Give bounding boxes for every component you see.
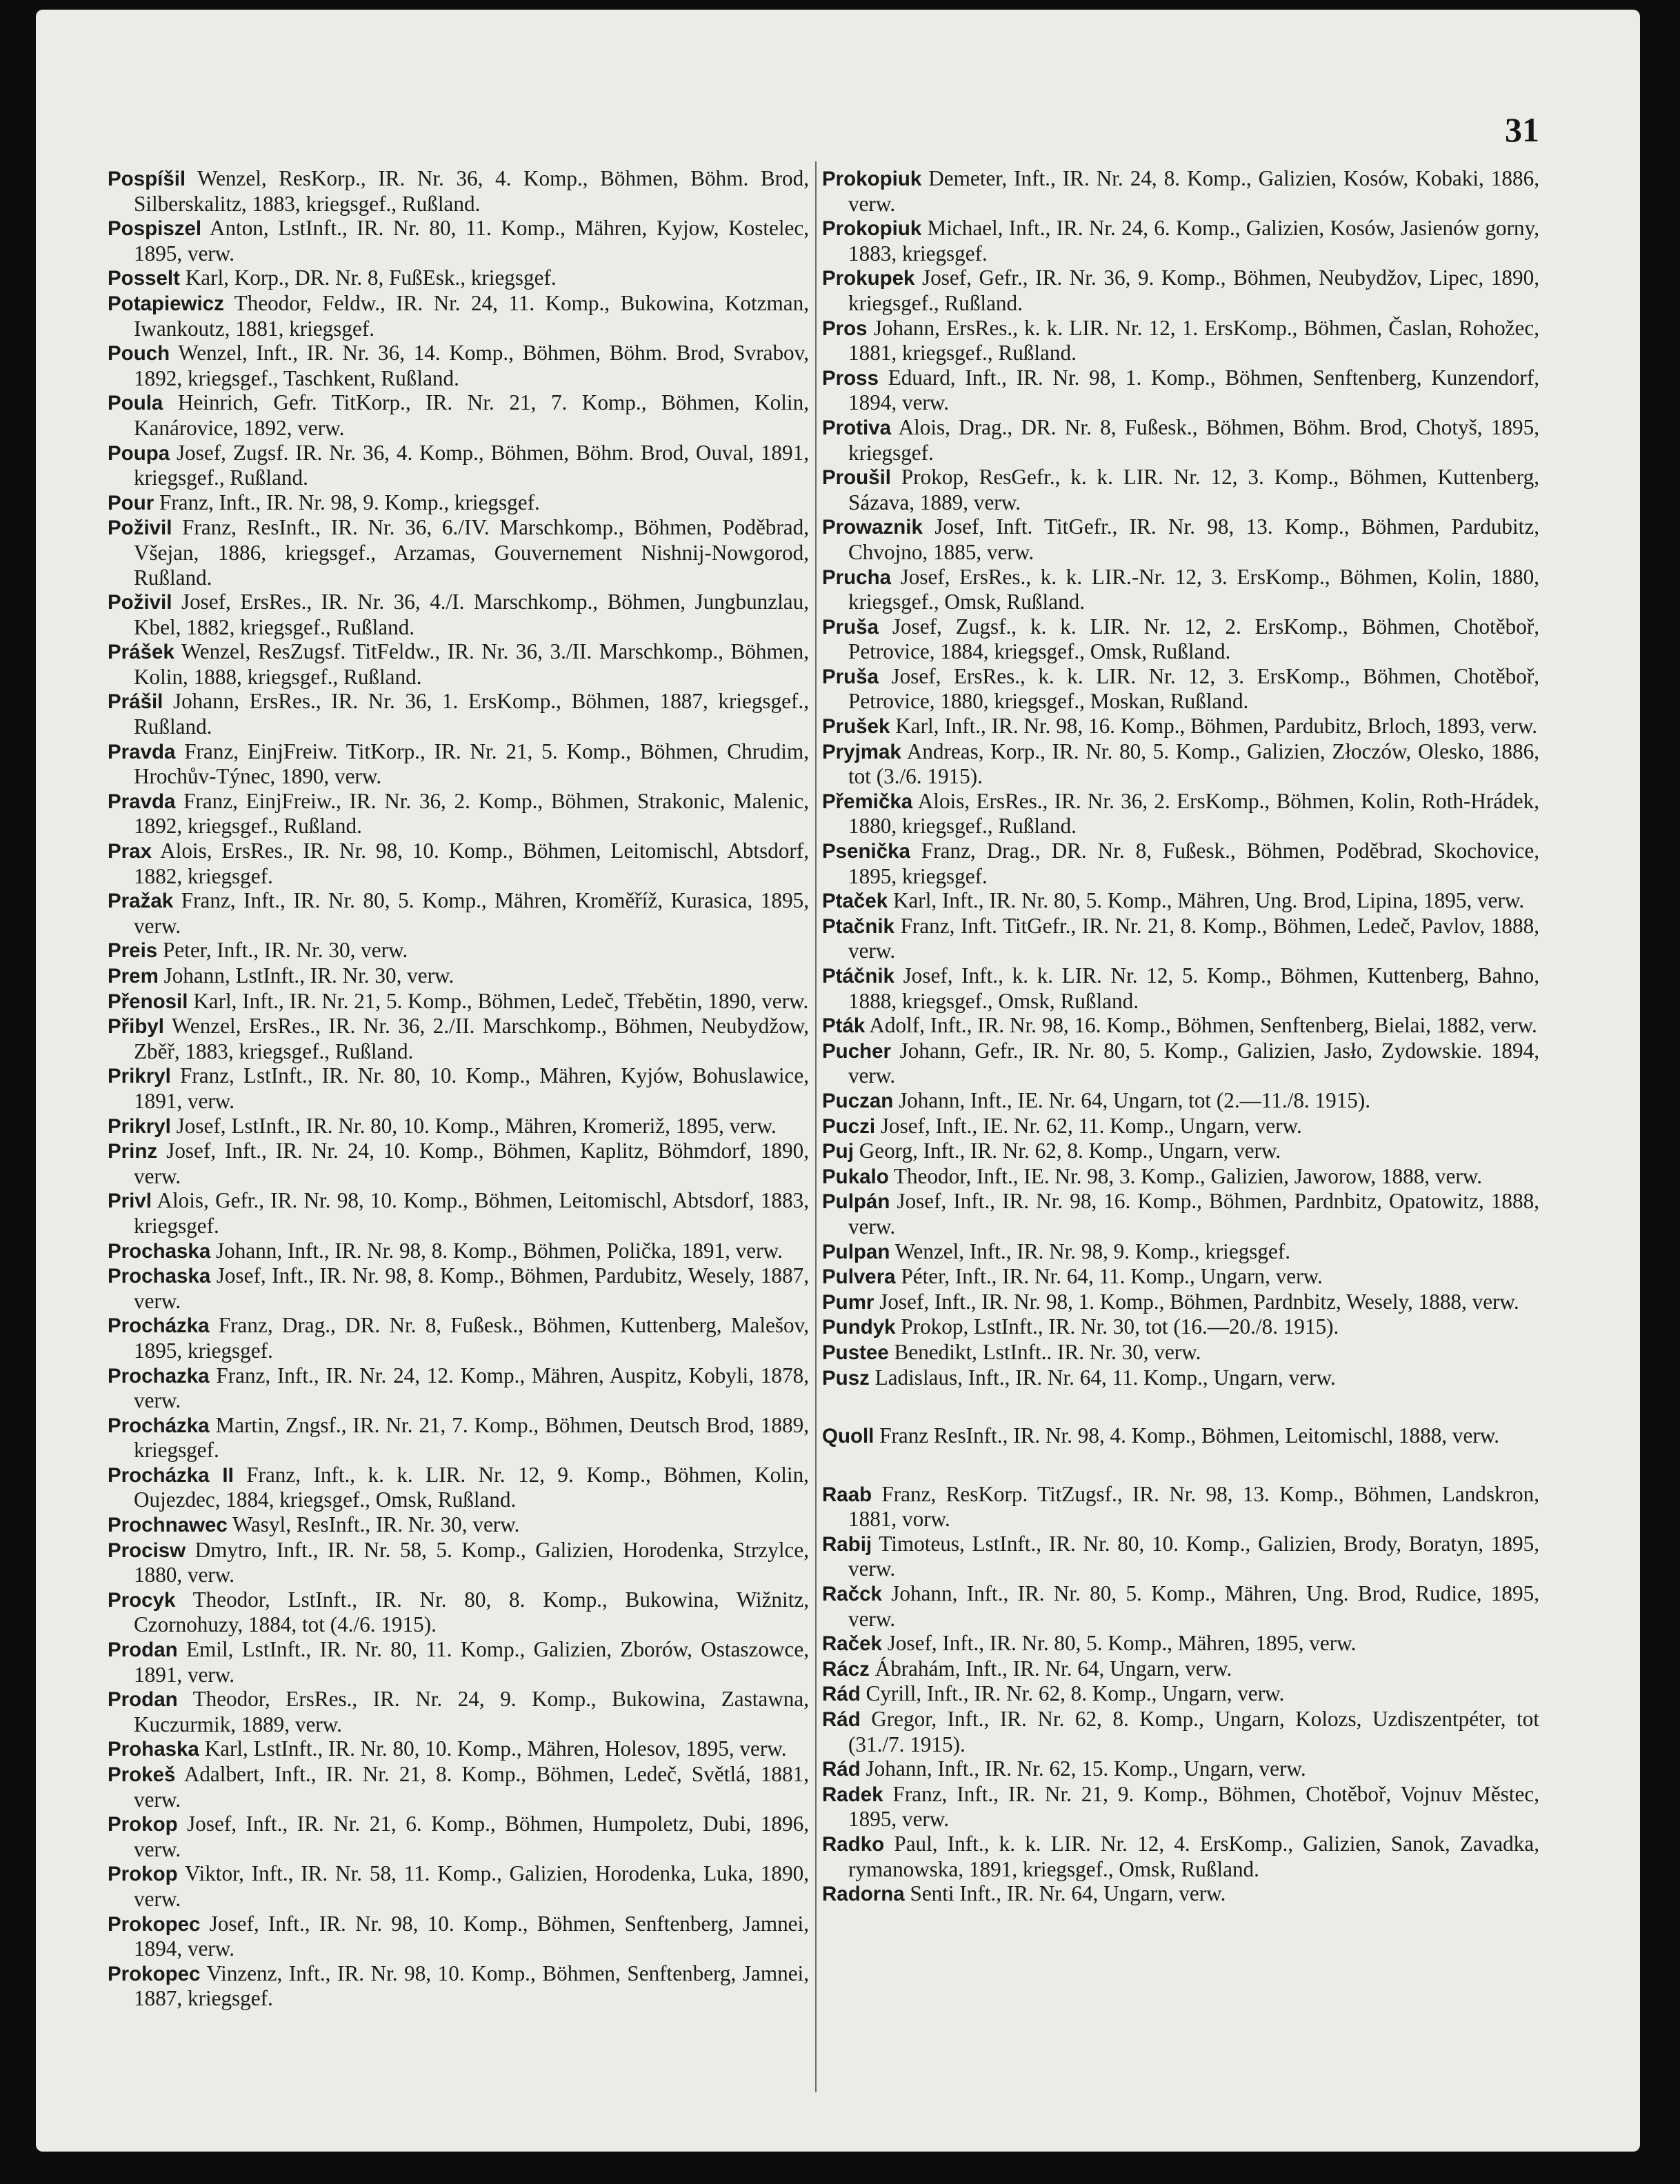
- entry-details: Karl, Inft., IR. Nr. 98, 16. Komp., Böhmen, Pardubitz, Brloch, 1893, verw.: [890, 714, 1538, 739]
- register-entry: [108, 689, 809, 739]
- register-entry: [108, 1063, 809, 1113]
- register-entry: [108, 1512, 809, 1538]
- entry-details: Josef, Zugsf., k. k. LIR. Nr. 12, 2. ErsKomp., Böhmen, Chotěboř, Petrovice, 1884, kriegsgef., Omsk, Rußland.: [848, 614, 1539, 664]
- entry-details: Benedikt, LstInft.. IR. Nr. 30, verw.: [888, 1339, 1201, 1364]
- entry-details: Senti Inft., IR. Nr. 64, Ungarn, verw.: [904, 1881, 1226, 1906]
- left-column: [108, 166, 809, 2011]
- section-gap: [822, 1449, 1539, 1482]
- entry-details: Vinzenz, Inft., IR. Nr. 98, 10. Komp., Böhmen, Senftenberg, Jamnei, 1887, kriegsgef.: [134, 1961, 809, 2011]
- entry-surname: Procházka: [108, 1314, 210, 1338]
- entry-details: Franz, Inft. TitGefr., IR. Nr. 21, 8. Komp., Böhmen, Ledeč, Pavlov, 1888, verw.: [848, 913, 1539, 963]
- register-entry: [108, 216, 809, 266]
- entry-surname: Potapiewicz: [108, 292, 224, 315]
- entry-details: Ábrahám, Inft., IR. Nr. 64, Ungarn, verw.: [869, 1656, 1232, 1681]
- register-entry: [822, 216, 1539, 266]
- entry-surname: Radek: [822, 1783, 883, 1806]
- entry-surname: Radorna: [822, 1883, 905, 1906]
- entry-details: Paul, Inft., k. k. LIR. Nr. 12, 4. ErsKomp., Galizien, Sanok, Zavadka, rymanowska, 1891, kriegsgef., Omsk, Rußland.: [848, 1832, 1539, 1881]
- register-entry: [108, 839, 809, 888]
- entry-surname: Prikryl: [108, 1065, 171, 1088]
- entry-details: Peter, Inft., IR. Nr. 30, verw.: [157, 938, 408, 963]
- entry-details: Dmytro, Inft., IR. Nr. 58, 5. Komp., Galizien, Horodenka, Strzylce, 1880, verw.: [134, 1537, 809, 1587]
- register-entry: [822, 415, 1539, 465]
- entry-surname: Prucha: [822, 565, 892, 589]
- entry-details: Franz, LstInft., IR. Nr. 80, 10. Komp., Mähren, Kyjów, Bohuslawice, 1891, verw.: [134, 1063, 809, 1113]
- entry-surname: Posselt: [108, 267, 180, 290]
- register-entry: [822, 888, 1539, 914]
- register-entry: [108, 989, 809, 1014]
- register-entry: [108, 441, 809, 490]
- register-entry: [822, 365, 1539, 415]
- entry-surname: Rád: [822, 1683, 861, 1706]
- entry-details: Alois, Drag., DR. Nr. 8, Fußesk., Böhmen, Böhm. Brod, Chotyš, 1895, kriegsgef.: [848, 414, 1539, 465]
- entry-details: Josef, Inft., IR. Nr. 80, 5. Komp., Mähren, 1895, verw.: [881, 1631, 1357, 1656]
- entry-surname: Ptaček: [822, 890, 888, 913]
- section-gap: [822, 1390, 1539, 1423]
- register-entry: [822, 1239, 1539, 1265]
- entry-details: Demeter, Inft., IR. Nr. 24, 8. Komp., Galizien, Kosów, Kobaki, 1886, verw.: [848, 166, 1539, 216]
- register-entry: [108, 639, 809, 689]
- entry-details: Theodor, Inft., IE. Nr. 98, 3. Komp., Galizien, Jaworow, 1888, verw.: [888, 1163, 1483, 1188]
- entry-details: Josef, Inft. TitGefr., IR. Nr. 98, 13. Komp., Böhmen, Pardubitz, Chvojno, 1885, verw.: [848, 514, 1539, 564]
- entry-details: Alois, ErsRes., IR. Nr. 36, 2. ErsKomp., Böhmen, Kolin, Roth-Hrádek, 1880, kriegsgef., Rußland.: [848, 788, 1539, 839]
- entry-list-r: [822, 1482, 1539, 1907]
- register-entry: [108, 963, 809, 989]
- register-entry: [822, 266, 1539, 315]
- entry-details: Franz, ResKorp. TitZugsf., IR. Nr. 98, 13. Komp., Böhmen, Landskron, 1881, vorw.: [848, 1481, 1539, 1532]
- entry-details: Viktor, Inft., IR. Nr. 58, 11. Komp., Galizien, Horodenka, Luka, 1890, verw.: [134, 1861, 809, 1911]
- register-entry: [822, 714, 1539, 739]
- entry-details: Karl, Inft., IR. Nr. 21, 5. Komp., Böhmen, Ledeč, Třebětin, 1890, verw.: [188, 988, 809, 1013]
- register-entry: [822, 1756, 1539, 1782]
- entry-surname: Preis: [108, 939, 158, 963]
- entry-surname: Pros: [822, 317, 868, 340]
- entry-surname: Prochnawec: [108, 1514, 228, 1537]
- entry-surname: Prochazka: [108, 1364, 210, 1387]
- register-entry: [822, 1482, 1539, 1532]
- entry-details: Josef, ErsRes., IR. Nr. 36, 4./I. Marschkomp., Böhmen, Jungbunzlau, Kbel, 1882, kriegsgef., Rußland.: [134, 590, 809, 639]
- entry-surname: Prášil: [108, 690, 163, 714]
- entry-details: Josef, Inft., IR. Nr. 21, 6. Komp., Böhmen, Humpoletz, Dubi, 1896, verw.: [134, 1812, 809, 1861]
- register-entry: [822, 1681, 1539, 1707]
- entry-details: Timoteus, LstInft., IR. Nr. 80, 10. Komp., Galizien, Brody, Boratyn, 1895, verw.: [848, 1531, 1539, 1581]
- register-entry: [822, 1832, 1539, 1881]
- entry-list-p: [822, 166, 1539, 1390]
- entry-surname: Prokeš: [108, 1763, 176, 1786]
- register-entry: [822, 1114, 1539, 1139]
- entry-details: Karl, LstInft., IR. Nr. 80, 10. Komp., Mähren, Holesov, 1895, verw.: [199, 1736, 787, 1761]
- entry-details: Ladislaus, Inft., IR. Nr. 64, 11. Komp., Ungarn, verw.: [869, 1365, 1336, 1390]
- register-entry: [108, 1263, 809, 1313]
- entry-details: Theodor, LstInft., IR. Nr. 80, 8. Komp., Bukowina, Wižnitz, Czornohuzy, 1884, tot (4./6. 1915).: [134, 1587, 809, 1637]
- entry-surname: Prokopiuk: [822, 168, 922, 190]
- entry-surname: Poula: [108, 392, 163, 415]
- entry-list-q: [822, 1423, 1539, 1449]
- entry-surname: Pukalo: [822, 1165, 889, 1188]
- entry-surname: Puczan: [822, 1089, 894, 1112]
- entry-surname: Puczi: [822, 1114, 876, 1138]
- entry-details: Franz, Inft., IR. Nr. 21, 9. Komp., Böhmen, Chotěboř, Vojnuv Městec, 1895, verw.: [848, 1781, 1539, 1832]
- entry-details: Prokop, LstInft., IR. Nr. 30, tot (16.—20./8. 1915).: [895, 1314, 1339, 1339]
- register-entry: [822, 1365, 1539, 1391]
- entry-details: Franz ResInft., IR. Nr. 98, 4. Komp., Böhmen, Leitomischl, 1888, verw.: [874, 1423, 1500, 1448]
- entry-details: Johann, LstInft., IR. Nr. 30, verw.: [158, 963, 454, 988]
- entry-surname: Pundyk: [822, 1316, 896, 1339]
- entry-surname: Prášek: [108, 641, 174, 664]
- entry-surname: Ptačnik: [822, 914, 894, 938]
- entry-surname: Procisw: [108, 1539, 186, 1562]
- entry-surname: Pustee: [822, 1341, 889, 1364]
- register-entry: [822, 1423, 1539, 1449]
- entry-details: Wenzel, Inft., IR. Nr. 98, 9. Komp., kriegsgef.: [890, 1239, 1291, 1263]
- entry-surname: Račck: [822, 1583, 882, 1606]
- entry-surname: Poživil: [108, 591, 172, 614]
- entry-surname: Pospíšil: [108, 168, 186, 190]
- entry-surname: Přenosil: [108, 990, 188, 1013]
- register-entry: [822, 1039, 1539, 1088]
- entry-surname: Prohaska: [108, 1738, 199, 1761]
- entry-details: Adalbert, Inft., IR. Nr. 21, 8. Komp., Böhmen, Ledeč, Světlá, 1881, verw.: [134, 1762, 809, 1812]
- register-entry: [822, 565, 1539, 614]
- entry-surname: Procházka II: [108, 1463, 234, 1487]
- entry-details: Franz, ResInft., IR. Nr. 36, 6./IV. Marschkomp., Böhmen, Poděbrad, Všejan, 1886, kriegsgef., Arzamas, Gouvernement Nishnij-Nowgorod, Rußland.: [134, 515, 809, 590]
- entry-details: Josef, Inft., IR. Nr. 24, 10. Komp., Böhmen, Kaplitz, Böhmdorf, 1890, verw.: [134, 1139, 809, 1188]
- entry-surname: Prokop: [108, 1813, 178, 1836]
- entry-surname: Poupa: [108, 441, 170, 465]
- register-entry: [822, 1164, 1539, 1190]
- register-entry: [822, 465, 1539, 514]
- register-entry: [108, 1114, 809, 1139]
- entry-details: Wasyl, ResInft., IR. Nr. 30, verw.: [227, 1512, 520, 1537]
- entry-surname: Pták: [822, 1014, 866, 1038]
- entry-details: Theodor, ErsRes., IR. Nr. 24, 9. Komp., Bukowina, Zastawna, Kuczurmik, 1889, verw.: [134, 1687, 809, 1736]
- register-entry: [822, 1013, 1539, 1039]
- register-entry: [108, 1139, 809, 1188]
- entry-surname: Prodan: [108, 1639, 178, 1662]
- entry-surname: Prikryl: [108, 1114, 171, 1138]
- entry-details: Franz, EinjFreiw., IR. Nr. 36, 2. Komp., Böhmen, Strakonic, Malenic, 1892, kriegsgef., Rußland.: [134, 788, 809, 839]
- entry-details: Franz, EinjFreiw. TitKorp., IR. Nr. 21, 5. Komp., Böhmen, Chrudim, Hrochův-Týnec, 1890, verw.: [134, 739, 809, 789]
- register-entry: [822, 1631, 1539, 1656]
- entry-surname: Přemička: [822, 790, 913, 813]
- entry-details: Wenzel, ResKorp., IR. Nr. 36, 4. Komp., Böhmen, Böhm. Brod, Silberskalitz, 1883, kriegsgef., Rußland.: [134, 166, 809, 216]
- entry-details: Martin, Zngsf., IR. Nr. 21, 7. Komp., Böhmen, Deutsch Brod, 1889, kriegsgef.: [134, 1412, 809, 1463]
- register-entry: [108, 1762, 809, 1812]
- entry-details: Karl, Inft., IR. Nr. 80, 5. Komp., Mähren, Ung. Brod, Lipina, 1895, verw.: [888, 888, 1525, 913]
- entry-details: Anton, LstInft., IR. Nr. 80, 11. Komp., Mähren, Kyjow, Kostelec, 1895, verw.: [134, 216, 809, 266]
- entry-details: Josef, Inft., IR. Nr. 98, 16. Komp., Böhmen, Pardnbitz, Opatowitz, 1888, verw.: [848, 1189, 1539, 1239]
- entry-details: Franz, Inft., IR. Nr. 80, 5. Komp., Mähren, Kroměříž, Kurasica, 1895, verw.: [134, 888, 809, 938]
- entry-surname: Pulpan: [822, 1240, 890, 1263]
- register-entry: [822, 1290, 1539, 1315]
- entry-surname: Prokop: [108, 1863, 178, 1886]
- entry-details: Péter, Inft., IR. Nr. 64, 11. Komp., Ungarn, verw.: [895, 1264, 1323, 1289]
- register-entry: [108, 390, 809, 440]
- register-entry: [108, 1687, 809, 1736]
- register-entry: [822, 1189, 1539, 1239]
- entry-surname: Pouch: [108, 342, 170, 365]
- entry-surname: Přibyl: [108, 1015, 164, 1039]
- entry-details: Josef, ErsRes., k. k. LIR.-Nr. 12, 3. ErsKomp., Böhmen, Kolin, 1880, kriegsgef., Omsk, Rußland.: [848, 564, 1539, 614]
- entry-details: Prokop, ResGefr., k. k. LIR. Nr. 12, 3. Komp., Böhmen, Kuttenberg, Sázava, 1889, verw.: [848, 465, 1539, 514]
- register-entry: [108, 515, 809, 590]
- register-entry: [108, 341, 809, 390]
- register-entry: [108, 739, 809, 789]
- register-entry: [822, 839, 1539, 888]
- entry-surname: Pravda: [108, 790, 176, 813]
- entry-surname: Prowaznik: [822, 516, 923, 539]
- entry-surname: Ptáčnik: [822, 965, 894, 988]
- entry-surname: Puj: [822, 1140, 854, 1163]
- entry-list-left: [108, 166, 809, 2011]
- register-entry: [822, 1532, 1539, 1581]
- page: [36, 10, 1640, 2152]
- entry-details: Alois, Gefr., IR. Nr. 98, 10. Komp., Böhmen, Leitomischl, Abtsdorf, 1883, kriegsgef.: [134, 1188, 809, 1238]
- register-entry: [822, 914, 1539, 963]
- register-entry: [822, 1340, 1539, 1365]
- entry-surname: Proušil: [822, 466, 891, 490]
- entry-details: Georg, Inft., IR. Nr. 62, 8. Komp., Ungarn, verw.: [853, 1139, 1281, 1163]
- entry-details: Johann, Gefr., IR. Nr. 80, 5. Komp., Galizien, Jasło, Zydowskie. 1894, verw.: [848, 1038, 1539, 1088]
- entry-details: Johann, ErsRes., IR. Nr. 36, 1. ErsKomp., Böhmen, 1887, kriegsgef., Rußland.: [134, 689, 809, 739]
- entry-surname: Prochaska: [108, 1265, 211, 1288]
- register-entry: [108, 938, 809, 963]
- entry-surname: Pusz: [822, 1366, 870, 1390]
- register-entry: [822, 1881, 1539, 1907]
- entry-details: Franz, Drag., DR. Nr. 8, Fußesk., Böhmen, Poděbrad, Skochovice, 1895, kriegsgef.: [848, 839, 1539, 888]
- entry-details: Gregor, Inft., IR. Nr. 62, 8. Komp., Ungarn, Kolozs, Uzdiszentpéter, tot (31./7. 1915).: [848, 1707, 1539, 1756]
- entry-surname: Pražak: [108, 890, 174, 913]
- entry-surname: Rácz: [822, 1657, 870, 1681]
- entry-details: Karl, Korp., DR. Nr. 8, FußEsk., kriegsgef.: [179, 266, 557, 290]
- register-entry: [108, 1413, 809, 1463]
- entry-surname: Protiva: [822, 416, 892, 439]
- entry-surname: Prokopec: [108, 1962, 201, 1985]
- right-column: [822, 166, 1539, 1907]
- register-entry: [108, 1313, 809, 1363]
- page-number: 31: [1505, 110, 1539, 149]
- entry-details: Josef, Gefr., IR. Nr. 36, 9. Komp., Böhmen, Neubydžov, Lipec, 1890, kriegsgef., Rußland.: [848, 266, 1539, 315]
- register-entry: [108, 1736, 809, 1762]
- entry-details: Heinrich, Gefr. TitKorp., IR. Nr. 21, 7. Komp., Böhmen, Kolin, Kanárovice, 1892, verw.: [134, 390, 809, 440]
- entry-details: Josef, Inft., IE. Nr. 62, 11. Komp., Ungarn, verw.: [875, 1113, 1302, 1138]
- entry-surname: Prinz: [108, 1140, 158, 1163]
- register-entry: [108, 490, 809, 516]
- register-entry: [108, 1912, 809, 1961]
- entry-details: Josef, Zugsf. IR. Nr. 36, 4. Komp., Böhmen, Böhm. Brod, Ouval, 1891, kriegsgef., Rußland.: [134, 440, 809, 490]
- register-entry: [108, 789, 809, 839]
- entry-details: Wenzel, Inft., IR. Nr. 36, 14. Komp., Böhmen, Böhm. Brod, Svrabov, 1892, kriegsgef., Taschkent, Rußland.: [134, 341, 809, 390]
- register-entry: [108, 1188, 809, 1238]
- register-entry: [108, 266, 809, 291]
- entry-surname: Poživil: [108, 517, 172, 540]
- register-entry: [108, 1961, 809, 2011]
- entry-surname: Pospiszel: [108, 217, 202, 241]
- entry-surname: Pumr: [822, 1290, 874, 1314]
- register-entry: [822, 166, 1539, 216]
- entry-surname: Prodan: [108, 1688, 178, 1712]
- entry-surname: Prochaska: [108, 1239, 211, 1263]
- entry-details: Wenzel, ErsRes., IR. Nr. 36, 2./II. Marschkomp., Böhmen, Neubydžow, Zběř, 1883, kriegsgef., Rußland.: [134, 1014, 809, 1063]
- entry-details: Adolf, Inft., IR. Nr. 98, 16. Komp., Böhmen, Senftenberg, Bielai, 1882, verw.: [865, 1013, 1537, 1038]
- entry-details: Franz, Inft., IR. Nr. 98, 9. Komp., kriegsgef.: [154, 490, 540, 514]
- entry-details: Josef, Inft., IR. Nr. 98, 10. Komp., Böhmen, Senftenberg, Jamnei, 1894, verw.: [134, 1911, 809, 1961]
- register-entry: [822, 514, 1539, 564]
- register-entry: [822, 789, 1539, 839]
- entry-details: Josef, Inft., IR. Nr. 98, 8. Komp., Böhmen, Pardubitz, Wesely, 1887, verw.: [134, 1263, 809, 1313]
- entry-details: Franz, Drag., DR. Nr. 8, Fußesk., Böhmen, Kuttenberg, Malešov, 1895, kriegsgef.: [134, 1313, 809, 1363]
- register-entry: [822, 1139, 1539, 1164]
- entry-surname: Pruša: [822, 615, 879, 639]
- entry-details: Emil, LstInft., IR. Nr. 80, 11. Komp., Galizien, Zborów, Ostaszowce, 1891, verw.: [134, 1637, 809, 1687]
- entry-surname: Pulvera: [822, 1265, 896, 1289]
- entry-details: Johann, Inft., IR. Nr. 80, 5. Komp., Mähren, Ung. Brod, Rudice, 1895, verw.: [848, 1581, 1539, 1631]
- entry-details: Johann, Inft., IE. Nr. 64, Ungarn, tot (2.—11./8. 1915).: [893, 1088, 1371, 1112]
- entry-surname: Radko: [822, 1833, 885, 1856]
- register-entry: [108, 166, 809, 216]
- register-entry: [108, 590, 809, 639]
- register-entry: [108, 1014, 809, 1063]
- entry-surname: Psenička: [822, 840, 910, 863]
- entry-surname: Raab: [822, 1483, 872, 1506]
- entry-details: Franz, Inft., IR. Nr. 24, 12. Komp., Mähren, Auspitz, Kobyli, 1878, verw.: [134, 1363, 809, 1413]
- entry-details: Alois, ErsRes., IR. Nr. 98, 10. Komp., Böhmen, Leitomischl, Abtsdorf, 1882, kriegsgef.: [134, 839, 809, 888]
- register-entry: [822, 316, 1539, 365]
- register-entry: [108, 1861, 809, 1911]
- entry-surname: Pulpán: [822, 1190, 890, 1214]
- entry-details: Cyrill, Inft., IR. Nr. 62, 8. Komp., Ungarn, verw.: [860, 1681, 1285, 1706]
- entry-surname: Raček: [822, 1632, 882, 1656]
- entry-surname: Procházka: [108, 1414, 210, 1437]
- entry-surname: Quoll: [822, 1425, 874, 1448]
- entry-details: Theodor, Feldw., IR. Nr. 24, 11. Komp., Bukowina, Kotzman, Iwankoutz, 1881, kriegsgef.: [134, 290, 809, 341]
- register-entry: [822, 1782, 1539, 1832]
- entry-details: Johann, ErsRes., k. k. LIR. Nr. 12, 1. ErsKomp., Böhmen, Časlan, Rohožec, 1881, kriegsgef., Rußland.: [848, 315, 1539, 365]
- register-entry: [108, 1239, 809, 1264]
- entry-details: Josef, Inft., IR. Nr. 98, 1. Komp., Böhmen, Pardnbitz, Wesely, 1888, verw.: [874, 1289, 1519, 1314]
- entry-surname: Rád: [822, 1758, 861, 1781]
- register-entry: [108, 1637, 809, 1687]
- register-entry: [822, 614, 1539, 664]
- entry-details: Wenzel, ResZugsf. TitFeldw., IR. Nr. 36, 3./II. Marschkomp., Böhmen, Kolin, 1888, kriegsgef., Rußland.: [134, 639, 809, 689]
- entry-details: Andreas, Korp., IR. Nr. 80, 5. Komp., Galizien, Złoczów, Olesko, 1886, tot (3./6. 1915).: [848, 739, 1539, 789]
- register-entry: [822, 1088, 1539, 1114]
- register-entry: [822, 963, 1539, 1013]
- entry-surname: Prokopiuk: [822, 217, 922, 241]
- entry-surname: Pour: [108, 491, 154, 514]
- entry-surname: Procyk: [108, 1588, 176, 1612]
- entry-details: Johann, Inft., IR. Nr. 62, 15. Komp., Ungarn, verw.: [860, 1756, 1306, 1781]
- entry-surname: Pucher: [822, 1039, 892, 1063]
- register-entry: [822, 1264, 1539, 1290]
- register-entry: [108, 1812, 809, 1861]
- register-entry: [108, 888, 809, 938]
- column-divider: [815, 161, 817, 2092]
- register-entry: [822, 739, 1539, 789]
- entry-details: Eduard, Inft., IR. Nr. 98, 1. Komp., Böhmen, Senftenberg, Kunzendorf, 1894, verw.: [848, 365, 1539, 415]
- entry-details: Michael, Inft., IR. Nr. 24, 6. Komp., Galizien, Kosów, Jasienów gorny, 1883, kriegsgef.: [848, 216, 1539, 266]
- entry-surname: Prokupek: [822, 267, 915, 290]
- entry-surname: Prem: [108, 965, 159, 988]
- register-entry: [822, 1314, 1539, 1340]
- register-entry: [822, 1581, 1539, 1631]
- entry-details: Josef, LstInft., IR. Nr. 80, 10. Komp., Mähren, Kromeriž, 1895, verw.: [170, 1113, 777, 1138]
- register-entry: [108, 291, 809, 341]
- entry-surname: Pross: [822, 366, 879, 390]
- entry-surname: Privl: [108, 1190, 152, 1213]
- register-entry: [108, 1363, 809, 1413]
- entry-surname: Pruša: [822, 665, 879, 688]
- register-entry: [108, 1587, 809, 1637]
- register-entry: [108, 1463, 809, 1512]
- entry-surname: Prušek: [822, 715, 890, 739]
- register-entry: [822, 1707, 1539, 1756]
- entry-surname: Prokopec: [108, 1912, 201, 1936]
- register-entry: [108, 1538, 809, 1587]
- entry-surname: Pravda: [108, 740, 176, 763]
- entry-details: Josef, Inft., k. k. LIR. Nr. 12, 5. Komp., Böhmen, Kuttenberg, Bahno, 1888, kriegsgef., Omsk, Rußland.: [848, 963, 1539, 1013]
- entry-surname: Pryjmak: [822, 740, 901, 763]
- entry-details: Johann, Inft., IR. Nr. 98, 8. Komp., Böhmen, Polička, 1891, verw.: [210, 1238, 783, 1263]
- entry-details: Franz, Inft., k. k. LIR. Nr. 12, 9. Komp., Böhmen, Kolin, Oujezdec, 1884, kriegsgef., Omsk, Rußland.: [134, 1462, 809, 1512]
- entry-surname: Prax: [108, 840, 152, 863]
- entry-surname: Rád: [822, 1708, 861, 1732]
- register-entry: [822, 1656, 1539, 1682]
- entry-details: Josef, ErsRes., k. k. LIR. Nr. 12, 3. ErsKomp., Böhmen, Chotěboř, Petrovice, 1880, kriegsgef., Moskan, Rußland.: [848, 663, 1539, 714]
- register-entry: [822, 664, 1539, 714]
- entry-surname: Rabij: [822, 1532, 872, 1556]
